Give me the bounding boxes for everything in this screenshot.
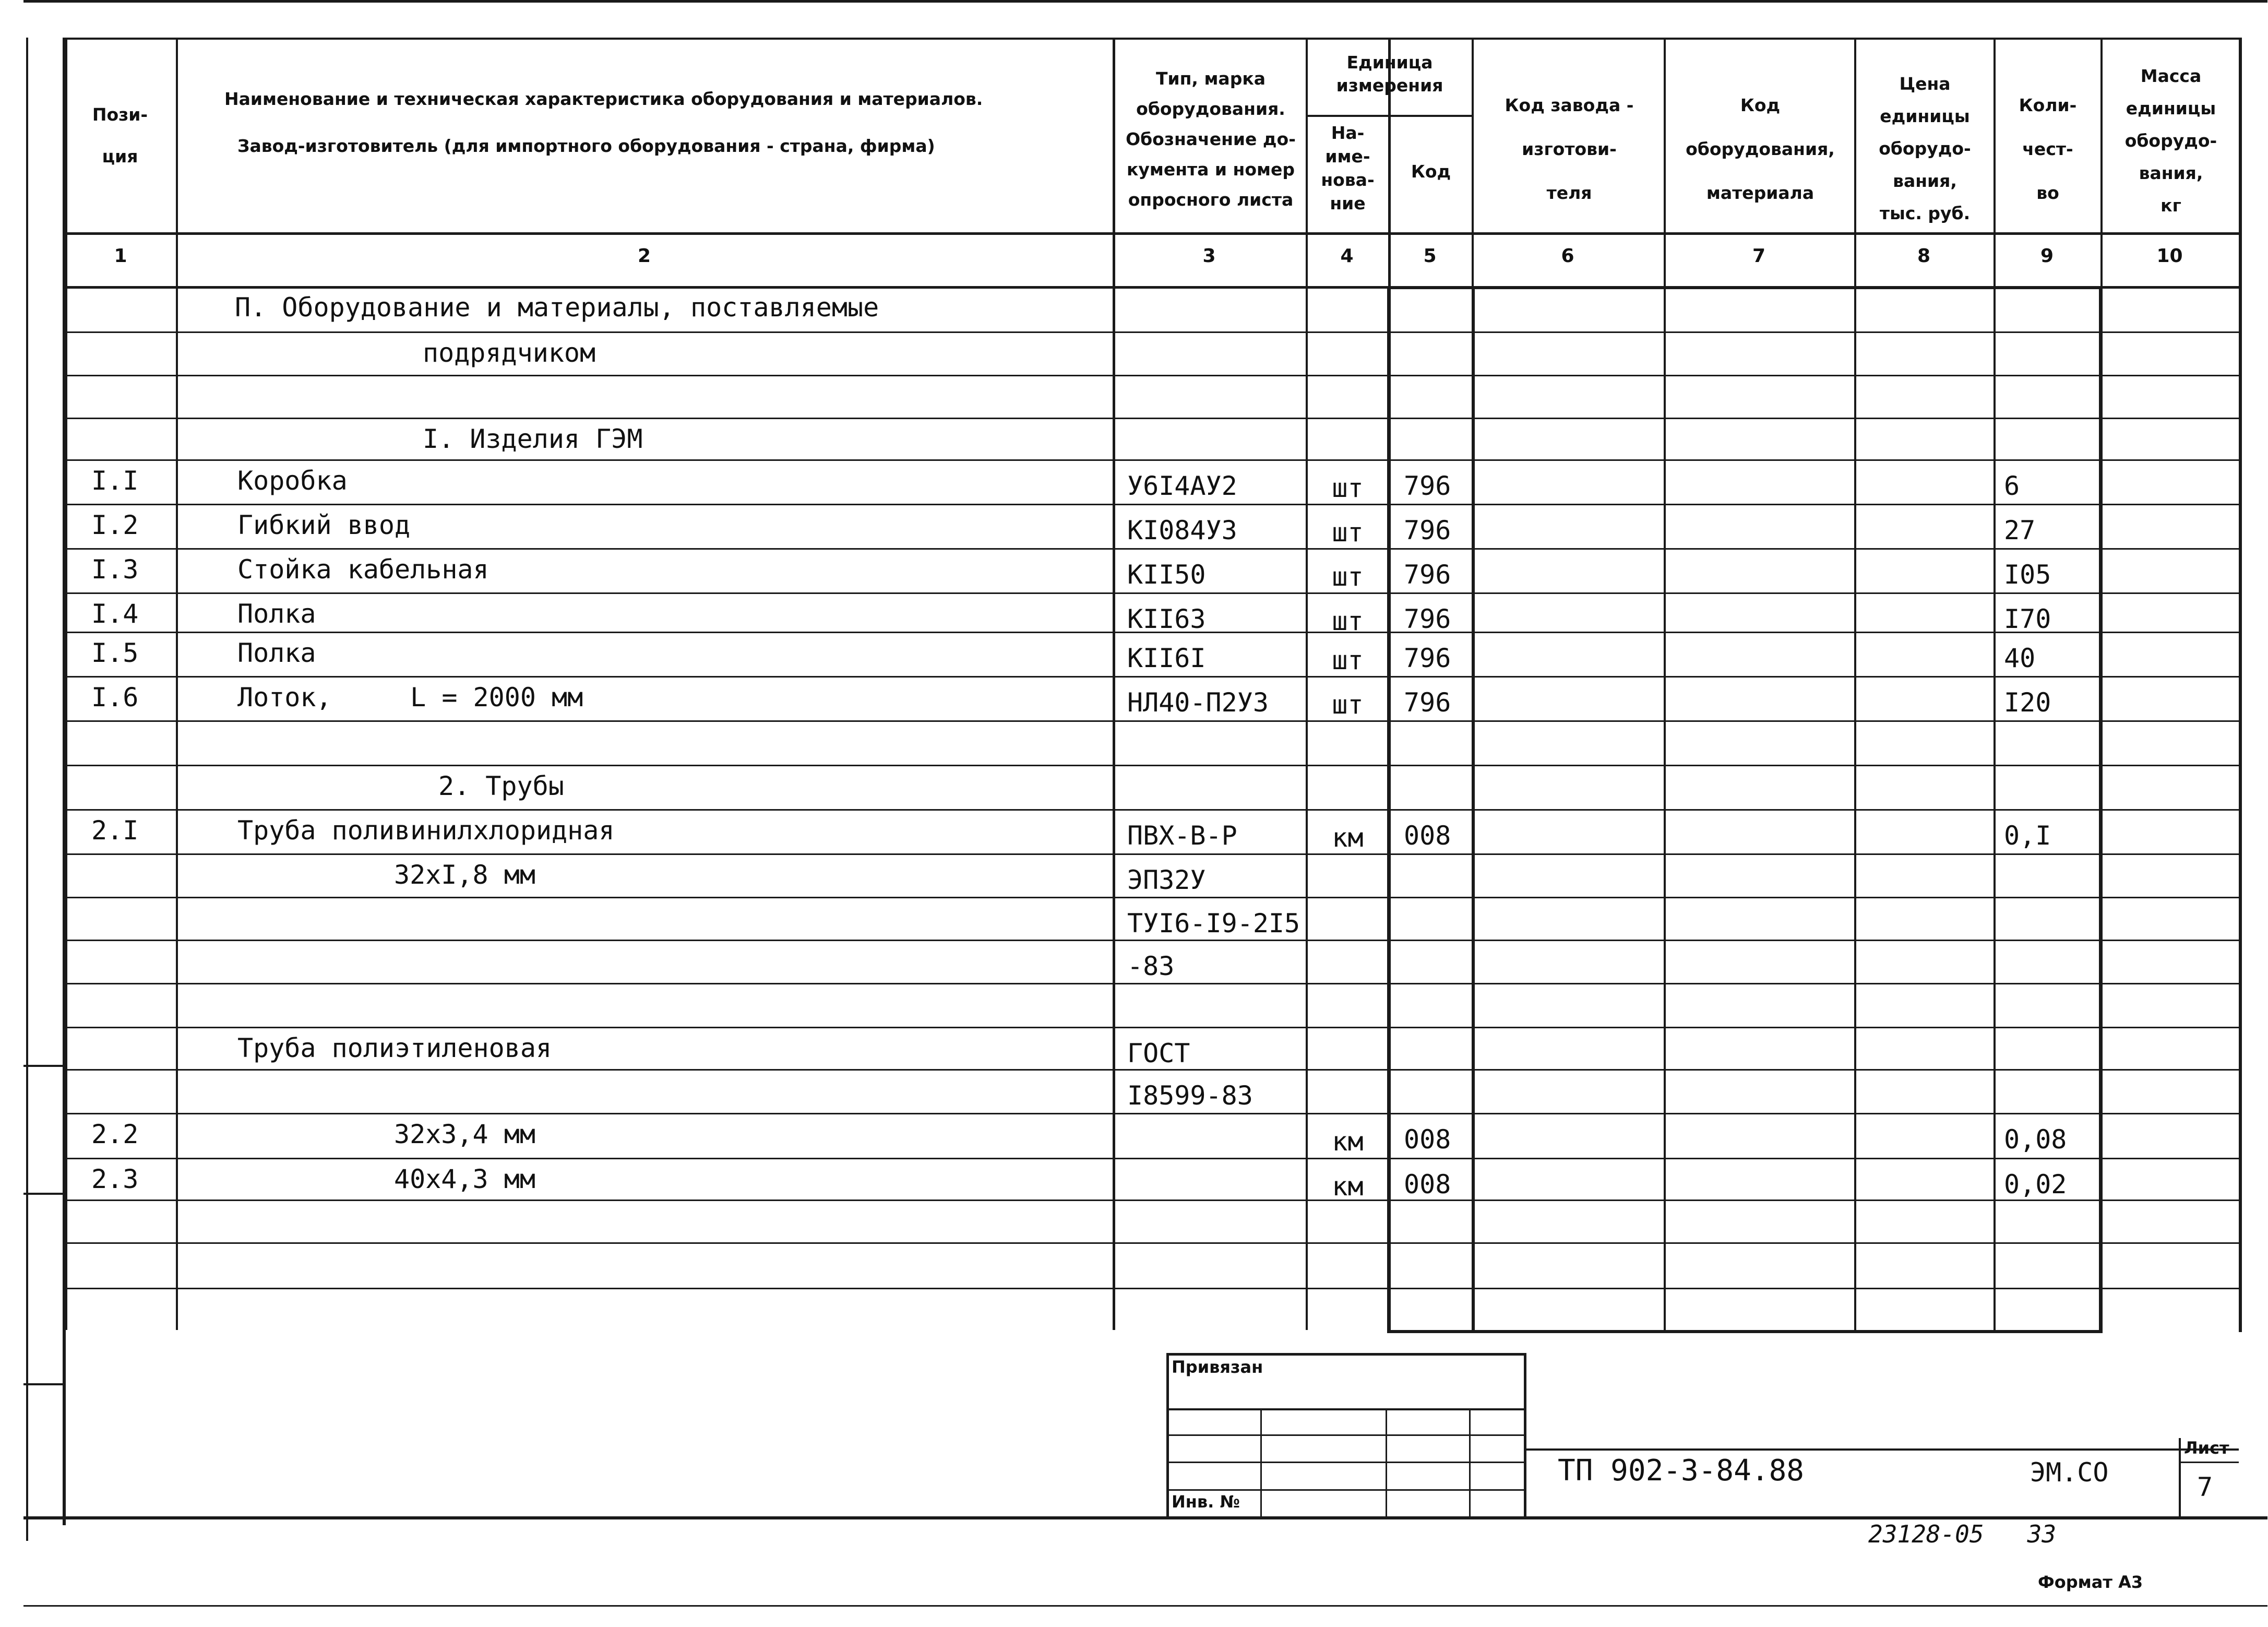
row-rule xyxy=(63,720,2241,722)
row-quantity: 0,08 xyxy=(2004,1124,2067,1155)
row-quantity: 6 xyxy=(2004,471,2020,501)
row-name: 40х4,3 мм xyxy=(394,1164,535,1194)
row-type: ПВХ-В-Р xyxy=(1127,821,1237,851)
row-unit-code: 796 xyxy=(1404,560,1451,590)
row-unit-code: 796 xyxy=(1404,643,1451,673)
row-name: I. Изделия ГЭМ xyxy=(423,424,643,454)
row-rule xyxy=(63,809,2241,811)
row-unit: шт xyxy=(1332,473,1364,503)
stamp-rule xyxy=(1166,1462,1526,1463)
header-quantity: Коли- чест- во xyxy=(2019,95,2077,203)
header-name-line1: Наименование и техническая характеристика оборудования и материалов. xyxy=(224,89,983,109)
row-name: подрядчиком xyxy=(423,338,596,368)
sheet-box-rule xyxy=(2179,1462,2239,1463)
row-rule xyxy=(63,331,2241,333)
column-number-4: 4 xyxy=(1340,245,1354,267)
row-unit: шт xyxy=(1332,517,1364,548)
row-unit: км xyxy=(1332,1126,1364,1157)
row-unit: шт xyxy=(1332,690,1364,720)
heavy-box-bottom xyxy=(1388,1330,2102,1333)
row-quantity: I05 xyxy=(2004,560,2051,590)
column-number-10: 10 xyxy=(2156,245,2183,267)
header-unit-group: Единица измерения xyxy=(1336,52,1443,96)
row-position: I.5 xyxy=(91,638,139,668)
sheet-number: 7 xyxy=(2197,1472,2213,1502)
row-type: НЛ40-П2У3 xyxy=(1127,687,1269,718)
row-unit-code: 008 xyxy=(1404,821,1451,851)
row-name: Коробка xyxy=(237,466,348,496)
row-position: 2.I xyxy=(91,815,139,846)
row-name: Труба поливинилхлоридная xyxy=(237,815,615,846)
column-rule-6 xyxy=(1664,38,1666,1330)
unit-subheader-rule xyxy=(1306,115,1472,117)
row-quantity: I20 xyxy=(2004,687,2051,718)
row-rule xyxy=(63,592,2241,594)
column-number-1: 1 xyxy=(114,245,127,267)
row-type: КII63 xyxy=(1127,604,1206,634)
row-quantity: I70 xyxy=(2004,604,2051,634)
row-rule xyxy=(63,418,2241,419)
frame-top xyxy=(23,0,2267,3)
header-name-line2: Завод-изготовитель (для импортного оборудования - страна, фирма) xyxy=(237,136,935,156)
row-unit: км xyxy=(1332,823,1364,853)
header-top-rule xyxy=(63,38,2241,40)
row-position: I.4 xyxy=(91,599,139,629)
row-name: Полка xyxy=(237,638,316,668)
header-price: Цена единицы оборудо- вания, тыс. руб. xyxy=(1879,74,1971,223)
column-number-2: 2 xyxy=(637,245,651,267)
row-type: У6I4АУ2 xyxy=(1127,471,1237,501)
row-type: ЭП32У xyxy=(1127,865,1206,895)
row-name: Полка xyxy=(237,599,316,629)
row-type: ТУI6-I9-2I5 xyxy=(1127,908,1300,939)
row-rule xyxy=(63,1200,2241,1201)
header-type: Тип, марка оборудования. Обозначение до- кумента и номер опросного листа xyxy=(1126,68,1296,210)
row-position: I.6 xyxy=(91,682,139,712)
row-type: КII6I xyxy=(1127,643,1206,673)
row-rule xyxy=(63,1069,2241,1071)
row-rule xyxy=(63,504,2241,505)
frame-bottom xyxy=(23,1516,2267,1519)
column-rule-10 xyxy=(2239,38,2241,1330)
column-number-9: 9 xyxy=(2040,245,2054,267)
row-rule xyxy=(63,375,2241,376)
column-number-3: 3 xyxy=(1202,245,1216,267)
row-position: I.3 xyxy=(91,554,139,585)
stamp-inventory-number: Инв. № xyxy=(1172,1492,1240,1512)
stamp-rule xyxy=(1166,1434,1526,1436)
stamp-top xyxy=(1166,1353,1526,1356)
row-quantity: 27 xyxy=(2004,515,2036,545)
row-unit: шт xyxy=(1332,562,1364,592)
format-rule xyxy=(23,1605,2267,1607)
row-unit-code: 796 xyxy=(1404,604,1451,634)
row-position: I.I xyxy=(91,466,139,496)
row-rule xyxy=(63,897,2241,898)
row-unit-code: 796 xyxy=(1404,515,1451,545)
row-unit-code: 008 xyxy=(1404,1169,1451,1200)
row-rule xyxy=(63,1027,2241,1028)
row-type: ГОСТ xyxy=(1127,1038,1190,1068)
sheet-box-left xyxy=(2179,1438,2181,1516)
column-number-7: 7 xyxy=(1752,245,1766,267)
row-quantity: 0,02 xyxy=(2004,1169,2067,1200)
handwritten-archive-number: 23128-05 33 xyxy=(1868,1520,2057,1548)
column-rule-8 xyxy=(1994,38,1996,1330)
stamp-col xyxy=(1469,1408,1471,1516)
row-rule xyxy=(63,765,2241,766)
header-unit-name: На- име- нова- ние xyxy=(1321,123,1375,213)
row-unit: шт xyxy=(1332,606,1364,636)
row-name: 2. Трубы xyxy=(438,771,564,801)
row-name: Стойка кабельная xyxy=(237,554,489,585)
row-rule xyxy=(63,1288,2241,1289)
row-position: 2.2 xyxy=(91,1119,139,1149)
row-name: П. Оборудование и материалы, поставляемые xyxy=(235,292,879,323)
row-name: Лоток, L = 2000 мм xyxy=(237,682,583,712)
row-rule xyxy=(63,1113,2241,1114)
row-quantity: 0,I xyxy=(2004,821,2051,851)
row-type: -83 xyxy=(1127,951,1175,981)
row-name: Труба полиэтиленовая xyxy=(237,1033,552,1063)
format-label: Формат А3 xyxy=(2038,1572,2143,1592)
header-mass: Масса единицы оборудо- вания, кг xyxy=(2124,66,2217,216)
row-quantity: 40 xyxy=(2004,643,2036,673)
row-name: Гибкий ввод xyxy=(237,510,411,540)
stamp-rule xyxy=(1166,1489,1526,1491)
row-type: КII50 xyxy=(1127,560,1206,590)
row-rule xyxy=(63,459,2241,461)
header-factory-code: Код завода - изготови- теля xyxy=(1505,95,1634,203)
row-type: I8599-83 xyxy=(1127,1080,1253,1111)
header-unit-code: Код xyxy=(1411,161,1451,182)
row-type: КI084У3 xyxy=(1127,515,1237,545)
row-name: 32х3,4 мм xyxy=(394,1119,535,1149)
header-position: Пози- ция xyxy=(92,104,148,167)
column-number-5: 5 xyxy=(1423,245,1437,267)
margin-tick xyxy=(23,1065,65,1067)
row-rule xyxy=(63,853,2241,855)
title-block-rule xyxy=(1524,1448,2239,1451)
column-rule-0 xyxy=(65,38,67,1330)
header-number-rule xyxy=(63,232,2241,235)
row-position: 2.3 xyxy=(91,1164,139,1194)
header-equipment-code: Код оборудования, материала xyxy=(1686,95,1835,203)
column-rule-7 xyxy=(1854,38,1856,1330)
stamp-col xyxy=(1386,1408,1387,1516)
row-unit-code: 008 xyxy=(1404,1124,1451,1155)
heavy-box-top xyxy=(1388,286,2102,289)
row-unit: шт xyxy=(1332,645,1364,675)
column-number-8: 8 xyxy=(1917,245,1931,267)
frame-left-outer xyxy=(26,38,28,1541)
row-rule xyxy=(63,983,2241,984)
row-rule xyxy=(63,1158,2241,1159)
row-rule xyxy=(63,1242,2241,1244)
column-number-6: 6 xyxy=(1561,245,1574,267)
margin-tick xyxy=(23,1193,65,1195)
row-unit-code: 796 xyxy=(1404,687,1451,718)
stamp-col xyxy=(1260,1408,1262,1516)
column-rule-2 xyxy=(1113,38,1115,1330)
stamp-privyazan: Привязан xyxy=(1172,1357,1263,1377)
row-position: I.2 xyxy=(91,510,139,540)
row-rule xyxy=(63,940,2241,941)
row-unit-code: 796 xyxy=(1404,471,1451,501)
margin-tick xyxy=(23,1383,65,1385)
column-rule-1 xyxy=(176,38,178,1330)
document-mark: ЭМ.СО xyxy=(2030,1457,2109,1488)
sheet-label: Лист xyxy=(2184,1438,2229,1458)
row-name: 32хI,8 мм xyxy=(394,860,535,890)
row-unit: км xyxy=(1332,1171,1364,1202)
row-rule xyxy=(63,676,2241,678)
stamp-rule xyxy=(1166,1408,1526,1410)
document-code: ТП 902-3-84.88 xyxy=(1558,1454,1805,1488)
row-rule xyxy=(63,548,2241,550)
